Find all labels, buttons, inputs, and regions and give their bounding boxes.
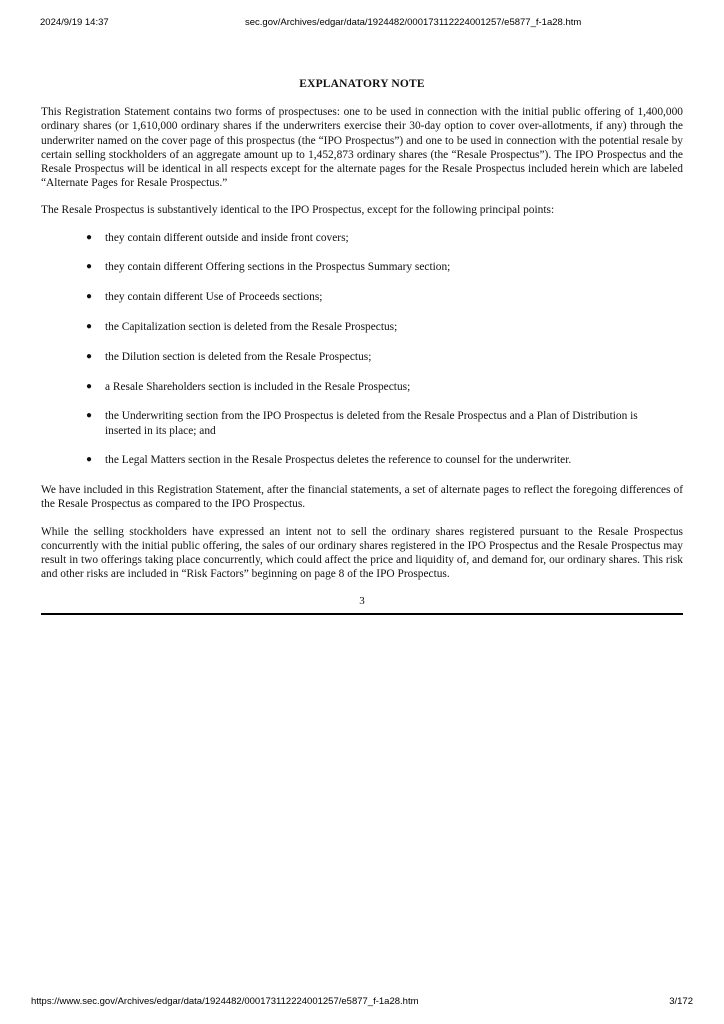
bullet-icon: ● <box>86 454 93 466</box>
bullet-icon: ● <box>86 350 93 362</box>
list-item <box>41 350 683 364</box>
principal-points-list <box>41 231 683 468</box>
alternate-pages-paragraph: We have included in this Registration Statement, after the financial statements, a set of alternate pages to reflect the foregoing differences of the Resale Prospectus as compared to the IPO Prospectus. <box>41 484 683 511</box>
list-item-text: the Capitalization section is deleted from the Resale Prospectus; <box>105 321 398 334</box>
print-footer <box>31 996 693 1010</box>
print-url: https://www.sec.gov/Archives/edgar/data/1924482/000173112224001257/e5877_f-1a28.htm <box>31 996 419 1007</box>
list-item-text: they contain different Use of Proceeds sections; <box>105 291 323 304</box>
page-number: 3 <box>359 595 365 608</box>
list-item-text: the Dilution section is deleted from the Resale Prospectus; <box>105 350 372 363</box>
bullet-icon: ● <box>86 410 93 422</box>
list-item <box>41 409 683 437</box>
list-item-text: a Resale Shareholders section is included in the Resale Prospectus; <box>105 380 411 393</box>
bullet-icon: ● <box>86 321 93 333</box>
bullet-icon: ● <box>86 291 93 303</box>
list-item-text: the Legal Matters section in the Resale Prospectus deletes the reference to counsel for the underwriter. <box>105 454 572 467</box>
risk-paragraph: While the selling stockholders have expressed an intent not to sell the ordinary shares registered pursuant to the Resale Prospectus concurrently with the initial public offering, the sales of our ordinary shares registered in the IPO Prospectus and the Resale Prospectus may result in two offerings taking place concurrently, which could affect the price and liquidity of, and demand for, our ordinary shares. This risk and other risks are included in “Risk Factors” beginning on page 8 of the IPO Prospectus. <box>41 525 683 581</box>
section-heading: EXPLANATORY NOTE <box>299 78 425 90</box>
list-item <box>41 453 683 467</box>
bullet-icon: ● <box>86 231 93 243</box>
list-item <box>41 320 683 334</box>
print-page-count: 3/172 <box>669 996 693 1007</box>
bullet-icon: ● <box>86 380 93 392</box>
document-body <box>41 77 683 620</box>
list-item <box>41 380 683 394</box>
list-item <box>41 231 683 245</box>
print-header <box>40 17 684 31</box>
lead-paragraph: The Resale Prospectus is substantively identical to the IPO Prospectus, except for the following principal points: <box>41 204 555 217</box>
list-item <box>41 290 683 304</box>
print-datetime: 2024/9/19 14:37 <box>40 17 109 28</box>
intro-paragraph: This Registration Statement contains two forms of prospectuses: one to be used in connection with the initial public offering of 1,400,000 ordinary shares (or 1,610,000 ordinary shares if the underwriters exercise their 30-day option to cover over-allotments, if any) through the underwriter named on the cover page of this prospectus (the “IPO Prospectus”) and one to be used in connection with the potential resale by certain selling stockholders of an aggregate amount up to 1,452,873 ordinary shares (the “Resale Prospectus”). The IPO Prospectus and the Resale Prospectus will be identical in all respects except for the alternate pages for the Resale Prospectus included herein which are labeled “Alternate Pages for Resale Prospectus.” <box>41 106 683 190</box>
bullet-icon: ● <box>86 261 93 273</box>
page-divider <box>41 613 683 615</box>
list-item-text: they contain different Offering sections in the Prospectus Summary section; <box>105 261 451 274</box>
list-item <box>41 260 683 274</box>
print-page-title: sec.gov/Archives/edgar/data/1924482/000173112224001257/e5877_f-1a28.htm <box>245 17 582 28</box>
list-item-text: the Underwriting section from the IPO Prospectus is deleted from the Resale Prospectus and a Plan of Distribution is inserted in its place; and <box>105 410 638 437</box>
list-item-text: they contain different outside and inside front covers; <box>105 231 349 244</box>
